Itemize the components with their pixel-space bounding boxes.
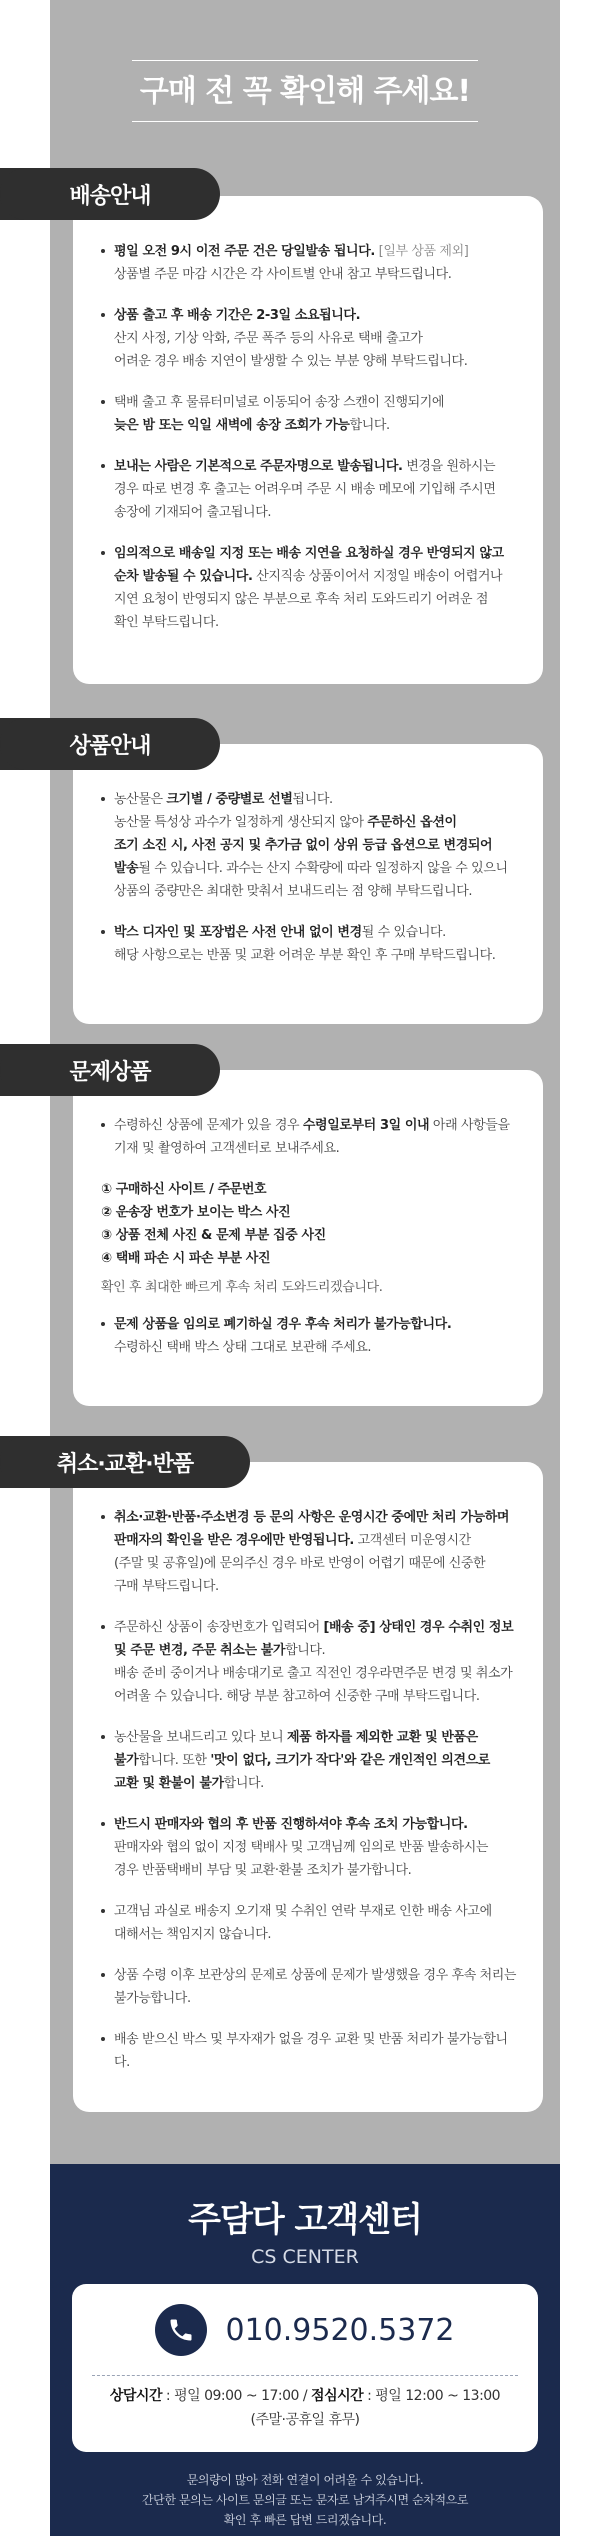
text-line [114,1987,519,2010]
product-list [73,744,543,1005]
body-text: 될 수 있습니다. [361,925,446,940]
body-text: 대해서는 책임지지 않습니다. [114,1927,272,1942]
phone-number-link[interactable]: 010.9520.5372 [225,2312,455,2348]
list-item [101,1313,519,1359]
list-item [101,921,519,967]
checklist-item-1: ① 구매하신 사이트 / 주문번호 [101,1182,267,1197]
body-text: 산지직송 상품이어서 지정일 배송이 어렵거나 [252,569,503,584]
body-text: 상품 수령 이후 보관상의 문제로 상품에 문제가 발생했을 경우 후속 처리는 [114,1968,517,1983]
cs-contact-card [72,2284,538,2452]
text-line [114,588,519,611]
text-line [114,1859,519,1882]
body-text: 될 수 있습니다. 과수는 산지 수확량에 따라 일정하지 않을 수 있으니 [138,861,508,876]
text-line [114,1726,519,1749]
body-text: 합니다. [223,1776,264,1791]
body-text: 합니다. [285,1643,326,1658]
body-text: [일부 상품 제외] [374,244,469,259]
emphasis-text: 순차 발송될 수 있습니다. [114,569,253,584]
body-text: 배송 받으신 박스 및 부자재가 없을 경우 교환 및 반품 처리가 불가능합니다. [114,2032,508,2070]
cancel-list [73,1462,543,2112]
hours-label: 상담시간 [109,2388,162,2404]
body-text: 택배 출고 후 물류터미널로 이동되어 송장 스캔이 진행되기에 [114,395,445,410]
lunch-value: : 평일 12:00 ~ 13:00 [363,2388,501,2404]
text-line [114,2028,519,2074]
problem-title: 문제상품 [69,1059,151,1085]
hours-value: : 평일 09:00 ~ 17:00 / [161,2388,312,2404]
body-text: 농산물은 [114,792,167,807]
text-line [114,611,519,634]
body-text: 어려운 경우 배송 지연이 발생할 수 있는 부분 양해 부탁드립니다. [114,354,468,369]
text-line [114,1639,519,1662]
cs-subtitle: CS CENTER [251,2246,359,2268]
list-item [101,304,519,373]
text-line [114,350,519,373]
checklist-item-4: ④ 택배 파손 시 파손 부분 사진 [101,1251,271,1266]
text-line [114,1662,519,1685]
checklist-note: 확인 후 최대한 빠르게 후속 처리 도와드리겠습니다. [101,1280,383,1295]
text-line [114,565,519,588]
list-item [101,455,519,524]
body-text: 경우 따로 변경 후 출고는 어려우며 주문 시 배송 메모에 기입해 주시면 [114,482,496,497]
text-line [114,1836,519,1859]
text-line [114,240,519,263]
body-text: 어려울 수 있습니다. 해당 부분 참고하여 신중한 구매 부탁드립니다. [114,1689,480,1704]
list-item [101,391,519,437]
text-line [114,1575,519,1598]
list-item [101,1900,519,1946]
list-item [101,2028,519,2074]
list-item [101,1616,519,1708]
emphasis-text: 반드시 판매자와 협의 후 반품 진행하셔야 후속 조치 가능합니다. [114,1817,468,1832]
cs-center [50,2164,560,2536]
body-text: 농산물을 보내드리고 있다 보니 [114,1730,287,1745]
list-item [101,1726,519,1795]
text-line [114,834,519,857]
emphasis-text: '맛이 없다, 크기가 작다'와 같은 개인적인 의견으로 [210,1753,490,1768]
product-tab [0,718,220,770]
text-line [114,542,519,565]
emphasis-text: 및 주문 변경, 주문 취소는 불가 [114,1643,286,1658]
problem-list-2 [73,1313,543,1397]
body-text: 고객센터 미운영시간 [353,1533,471,1548]
body-text: 송장에 기재되어 출고됩니다. [114,505,272,520]
text-line [114,1685,519,1708]
emphasis-text: 교환 및 환불이 불가 [114,1776,224,1791]
cs-footer-line-1: 문의량이 많아 전화 연결이 어려울 수 있습니다. [186,2473,424,2487]
body-text: 산지 사정, 기상 악화, 주문 폭주 등의 사유로 택배 출고가 [114,331,423,346]
problem-card [73,1070,543,1406]
body-text: 고객님 과실로 배송지 오기재 및 수취인 연락 부재로 인한 배송 사고에 [114,1904,492,1919]
body-text: 판매자와 협의 없이 지정 택배사 및 고객님께 임의로 반품 발송하시는 [114,1840,489,1855]
body-text: 합니다. [349,418,390,433]
shipping-tab [0,168,220,220]
text-line [114,263,519,286]
text-line [114,1772,519,1795]
text-line [114,1900,519,1923]
list-item [101,788,519,903]
text-line [114,1552,519,1575]
closed-note: (주말·공휴일 휴무) [250,2412,360,2428]
cs-footer-line-2: 간단한 문의는 사이트 문의글 또는 문자로 남겨주시면 순차적으로 [141,2493,469,2507]
product-card [73,744,543,1024]
checklist-item-2: ② 운송장 번호가 보이는 박스 사진 [101,1205,291,1220]
text-line [114,1336,519,1359]
text-line [114,857,519,880]
text-line [114,1313,519,1336]
text-line [114,391,519,414]
text-line [114,414,519,437]
text-line [114,478,519,501]
cancel-title: 취소·교환·반품 [56,1451,194,1477]
text-line [114,327,519,350]
cs-divider [92,2375,518,2376]
emphasis-text: 보내는 사람은 기본적으로 주문자명으로 발송됩니다. [114,459,403,474]
body-text: 됩니다. [292,792,333,807]
text-line [114,1616,519,1639]
emphasis-text: 조기 소진 시, 사전 공지 및 추가금 없이 상위 등급 옵션으로 변경되어 [114,838,493,853]
emphasis-text: [배송 중] 상태인 경우 수취인 정보 [323,1620,514,1635]
cs-footer-line-3: 확인 후 빠른 답변 드리겠습니다. [223,2513,387,2527]
emphasis-text: 평일 오전 9시 이전 주문 건은 당일발송 됩니다. [114,244,375,259]
body-text: 지연 요청이 반영되지 않은 부분으로 후속 처리 도와드리기 어려운 점 [114,592,489,607]
body-text: 기재 및 촬영하여 고객센터로 보내주세요. [114,1141,340,1156]
hero [50,0,560,170]
text-line [114,1923,519,1946]
body-text: 합니다. 또한 [138,1753,211,1768]
list-item [101,1114,519,1160]
text-line [114,1114,519,1137]
body-text: 아래 사항들을 [429,1118,510,1133]
body-text: 변경을 원하시는 [402,459,496,474]
lunch-label: 점심시간 [311,2388,364,2404]
list-item [101,1964,519,2010]
body-text: 수령하신 택배 박스 상태 그대로 보관해 주세요. [114,1340,372,1355]
body-text: 확인 부탁드립니다. [114,615,219,630]
hero-top-line [132,60,478,61]
text-line [114,304,519,327]
emphasis-text: 문제 상품을 임의로 폐기하실 경우 후속 처리가 불가능합니다. [114,1317,452,1332]
hours-block [72,2384,538,2432]
phone-icon [155,2304,207,2356]
body-text: 해당 사항으로는 반품 및 교환 어려운 부분 확인 후 구매 부탁드립니다. [114,948,496,963]
emphasis-text: 상품 출고 후 배송 기간은 2-3일 소요됩니다. [114,308,361,323]
problem-tab [0,1044,220,1096]
emphasis-text: 박스 디자인 및 포장법은 사전 안내 없이 변경 [114,925,362,940]
text-line [114,501,519,524]
body-text: 경우 반품택배비 부담 및 교환·환불 조치가 불가합니다. [114,1863,412,1878]
shipping-card [73,196,543,684]
text-line [114,811,519,834]
cancel-tab [0,1436,250,1488]
emphasis-text: 늦은 밤 또는 익일 새벽에 송장 조회가 가능 [114,418,350,433]
text-line [114,1964,519,1987]
emphasis-text: 판매자의 확인을 받은 경우에만 반영됩니다. [114,1533,354,1548]
body-text: 불가능합니다. [114,1991,191,2006]
text-line [114,921,519,944]
body-text: 주문하신 상품이 송장번호가 입력되어 [114,1620,324,1635]
list-item [101,1506,519,1598]
cancel-card [73,1462,543,2112]
checklist-item-3: ③ 상품 전체 사진 & 문제 부분 집중 사진 [101,1228,326,1243]
text-line [114,944,519,967]
list-item [101,240,519,286]
list-item [101,542,519,634]
body-text: 배송 준비 중이거나 배송대기로 출고 직전인 경우라면주문 변경 및 취소가 [114,1666,513,1681]
hours-line [72,2384,538,2408]
phone-row [72,2304,538,2356]
emphasis-text: 발송 [114,861,139,876]
text-line [114,1749,519,1772]
emphasis-text: 불가 [114,1753,139,1768]
body-text: 수령하신 상품에 문제가 있을 경우 [114,1118,303,1133]
product-title: 상품안내 [69,733,151,759]
text-line [114,1137,519,1160]
body-text: 상품별 주문 마감 시간은 각 사이트별 안내 참고 부탁드립니다. [114,267,452,282]
text-line [114,455,519,478]
emphasis-text: 수령일로부터 3일 이내 [302,1118,430,1133]
emphasis-text: 임의적으로 배송일 지정 또는 배송 지연을 요청하실 경우 반영되지 않고 [114,546,504,561]
list-item [101,1813,519,1882]
emphasis-text: 제품 하자를 제외한 교환 및 반품은 [286,1730,478,1745]
problem-checklist [73,1178,543,1299]
shipping-title: 배송안내 [69,183,151,209]
text-line [114,1529,519,1552]
text-line [114,788,519,811]
body-text: 농산물 특성상 과수가 일정하게 생산되지 않아 [114,815,368,830]
text-line [114,880,519,903]
cs-title: 주담다 고객센터 [188,2200,422,2240]
body-text: 구매 부탁드립니다. [114,1579,219,1594]
emphasis-text: 크기별 / 중량별로 선별 [166,792,293,807]
hero-title: 구매 전 꼭 확인해 주세요! [139,74,471,109]
cs-footer [50,2470,560,2530]
body-text: (주말 및 공휴일)에 문의주신 경우 바로 반영이 어렵기 때문에 신중한 [114,1556,486,1571]
hero-bottom-line [132,121,478,122]
text-line [114,1813,519,1836]
body-text: 상품의 중량만은 최대한 맞춰서 보내드리는 점 양해 부탁드립니다. [114,884,473,899]
emphasis-text: 주문하신 옵션이 [367,815,457,830]
text-line [114,1506,519,1529]
emphasis-text: 취소·교환·반품·주소변경 등 문의 사항은 운영시간 중에만 처리 가능하며 [114,1510,510,1525]
shipping-list [73,196,543,672]
